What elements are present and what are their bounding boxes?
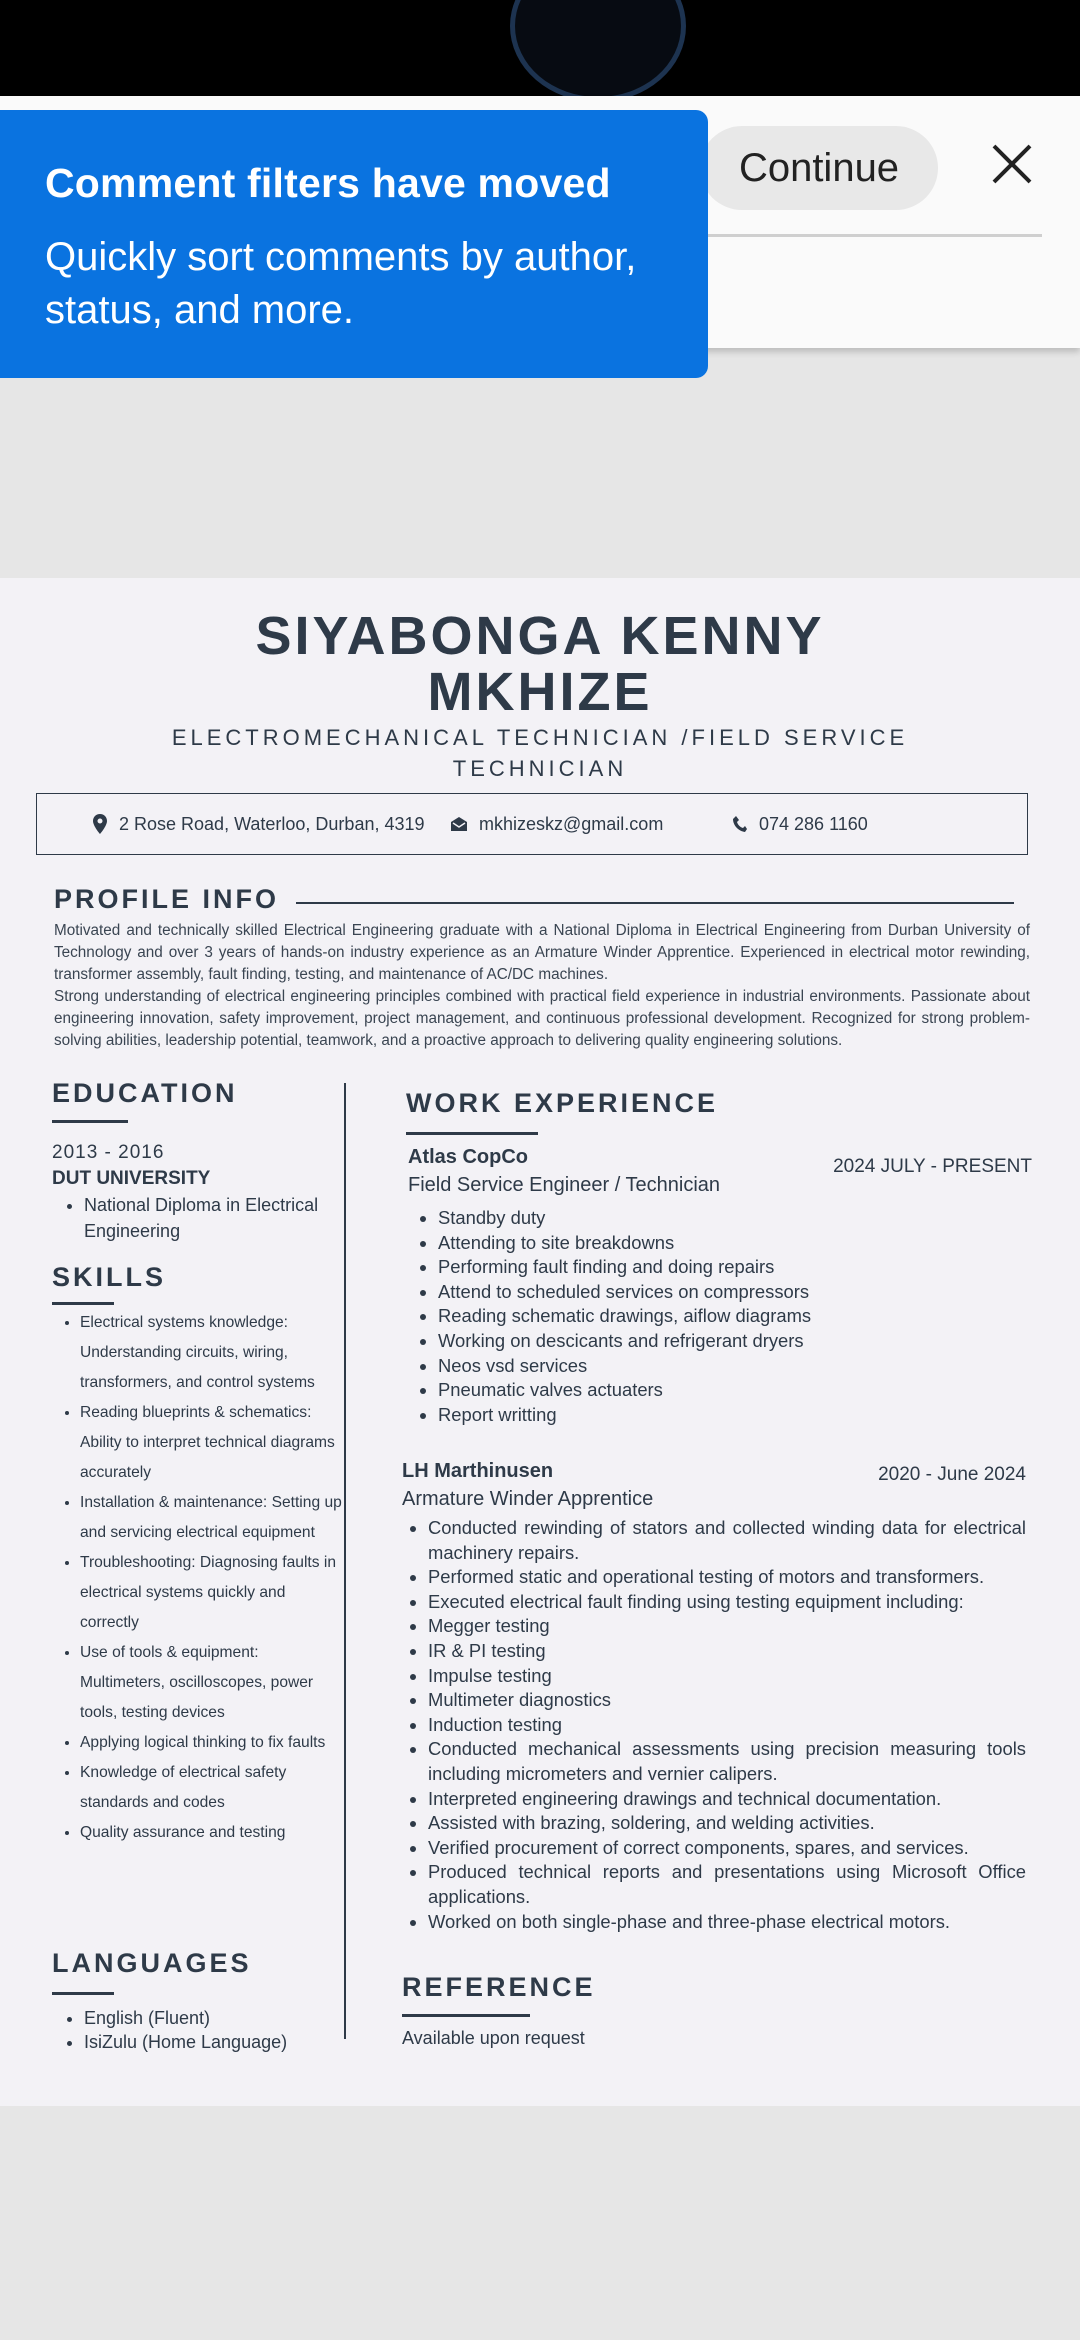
resume-name xyxy=(0,608,1080,720)
profile-rule xyxy=(296,902,1014,904)
languages-underline xyxy=(52,1992,114,1995)
list-item: • Impulse testing xyxy=(428,1664,1026,1689)
list-item: • Standby duty xyxy=(438,1206,1032,1231)
toast-title: Comment filters have moved xyxy=(45,160,611,206)
title-line2: TECHNICIAN xyxy=(452,756,628,781)
list-item: • Applying logical thinking to fix faults xyxy=(80,1728,342,1758)
list-item: • Attending to site breakdowns xyxy=(438,1231,1032,1256)
list-item: • National Diploma in Electrical Engineering xyxy=(84,1192,344,1244)
contact-box xyxy=(36,793,1028,855)
list-item: • Interpreted engineering drawings and technical documentation. xyxy=(428,1787,1026,1812)
languages-heading: LANGUAGES xyxy=(52,1948,252,1978)
location-pin-icon xyxy=(93,814,107,834)
reference-text: Available upon request xyxy=(402,2028,585,2048)
list-item: • Electrical systems knowledge: Understanding circuits, wiring, transformers, and control systems xyxy=(80,1308,342,1398)
list-item: • IsiZulu (Home Language) xyxy=(84,2030,344,2054)
work-underline xyxy=(406,1132,538,1135)
toast-body: Quickly sort comments by author, status, and more. xyxy=(45,235,637,332)
job2-duties xyxy=(428,1516,1026,1934)
list-item: • Report writting xyxy=(438,1403,1032,1428)
phone-text: 074 286 1160 xyxy=(759,813,868,834)
contact-email xyxy=(451,794,663,854)
job1-date: 2024 JULY - PRESENT xyxy=(833,1156,1032,1177)
list-item: • Conducted rewinding of stators and collected winding data for electrical machinery repairs. xyxy=(428,1516,1026,1565)
profile-text xyxy=(54,920,1030,1052)
reference-heading: REFERENCE xyxy=(402,1972,596,2002)
status-bar xyxy=(0,0,1080,96)
address-text: 2 Rose Road, Waterloo, Durban, 4319 xyxy=(119,813,425,834)
profile-paragraph-2: Strong understanding of electrical engineering principles combined with practical field experience in industrial environments. Passionate about engineering innovation, safety improvement, project management, and continuous professional development. Recognized for strong problem-solving abilities, leadership potential, teamwork, and a proactive approach to delivering quality engineering solutions. xyxy=(54,988,1030,1049)
phone-icon xyxy=(733,816,747,832)
list-item: • Reading blueprints & schematics: Ability to interpret technical diagrams accurately xyxy=(80,1398,342,1488)
toolbar-divider xyxy=(700,234,1042,237)
languages-list xyxy=(84,2006,344,2054)
education-underline xyxy=(52,1120,128,1123)
job1-company: Atlas CopCo xyxy=(408,1146,528,1168)
resume-document xyxy=(0,578,1080,2106)
education-years: 2013 - 2016 xyxy=(52,1142,165,1163)
list-item: • Worked on both single-phase and three-phase electrical motors. xyxy=(428,1910,1026,1935)
list-item: • Neos vsd services xyxy=(438,1354,1032,1379)
reference-underline xyxy=(402,2014,530,2017)
name-line2: MKHIZE xyxy=(427,662,653,722)
job2-date: 2020 - June 2024 xyxy=(878,1464,1026,1485)
list-item: • Installation & maintenance: Setting up and servicing electrical equipment xyxy=(80,1488,342,1548)
skills-heading: SKILLS xyxy=(52,1262,167,1292)
profile-paragraph-1: Motivated and technically skilled Electrical Engineering graduate with a National Diploma in Electrical Engineering from Durban University of Technology and over 3 years of hands-on industry experience as an Armature Winder Apprentice. Experienced in electrical motor rewinding, transformer assembly, fault finding, testing, and maintenance of AC/DC machines. xyxy=(54,922,1030,983)
close-icon[interactable] xyxy=(990,142,1034,186)
contact-phone xyxy=(733,794,868,854)
job2-role: Armature Winder Apprentice xyxy=(402,1488,654,1510)
list-item: • IR & PI testing xyxy=(428,1639,1026,1664)
list-item: • Troubleshooting: Diagnosing faults in electrical systems quickly and correctly xyxy=(80,1548,342,1638)
column-divider xyxy=(344,1083,346,2039)
resume-job-title xyxy=(130,722,950,784)
list-item: • Multimeter diagnostics xyxy=(428,1688,1026,1713)
contact-address xyxy=(93,794,425,854)
list-item: • Megger testing xyxy=(428,1614,1026,1639)
camera-cutout xyxy=(510,0,686,102)
coachmark-toast[interactable] xyxy=(0,110,708,378)
list-item: • Use of tools & equipment: Multimeters, oscilloscopes, power tools, testing devices xyxy=(80,1638,342,1728)
job2-company: LH Marthinusen xyxy=(402,1460,554,1482)
list-item: • Induction testing xyxy=(428,1713,1026,1738)
list-item: • Verified procurement of correct components, spares, and services. xyxy=(428,1836,1026,1861)
continue-button[interactable]: Continue xyxy=(700,126,938,210)
list-item: • Conducted mechanical assessments using precision measuring tools including micrometers and vernier calipers. xyxy=(428,1737,1026,1786)
list-item: • Performing fault finding and doing repairs xyxy=(438,1255,1032,1280)
job1-duties xyxy=(438,1206,1032,1427)
skills-underline xyxy=(52,1302,114,1305)
list-item: • Assisted with brazing, soldering, and welding activities. xyxy=(428,1811,1026,1836)
list-item: • Working on descicants and refrigerant dryers xyxy=(438,1329,1032,1354)
work-heading: WORK EXPERIENCE xyxy=(406,1088,719,1118)
list-item: • Quality assurance and testing xyxy=(80,1818,342,1848)
skills-list xyxy=(80,1308,342,1848)
email-text: mkhizeskz@gmail.com xyxy=(479,813,664,834)
education-heading: EDUCATION xyxy=(52,1078,238,1108)
education-school: DUT UNIVERSITY xyxy=(52,1168,211,1189)
list-item: • Attend to scheduled services on compressors xyxy=(438,1280,1032,1305)
profile-heading: PROFILE INFO xyxy=(54,884,279,914)
list-item: • Knowledge of electrical safety standards and codes xyxy=(80,1758,342,1818)
title-line1: ELECTROMECHANICAL TECHNICIAN /FIELD SERVICE xyxy=(171,725,909,750)
list-item: • Produced technical reports and presentations using Microsoft Office applications. xyxy=(428,1860,1026,1909)
job1-role: Field Service Engineer / Technician xyxy=(408,1174,721,1196)
education-list xyxy=(84,1192,344,1244)
list-item: • Performed static and operational testing of motors and transformers. xyxy=(428,1565,1026,1590)
list-item: • Executed electrical fault finding using testing equipment including: xyxy=(428,1590,1026,1615)
list-item: • Reading schematic drawings, aiflow diagrams xyxy=(438,1304,1032,1329)
list-item: • Pneumatic valves actuaters xyxy=(438,1378,1032,1403)
email-icon xyxy=(451,817,467,831)
list-item: • English (Fluent) xyxy=(84,2006,344,2030)
name-line1: SIYABONGA KENNY xyxy=(255,606,825,666)
